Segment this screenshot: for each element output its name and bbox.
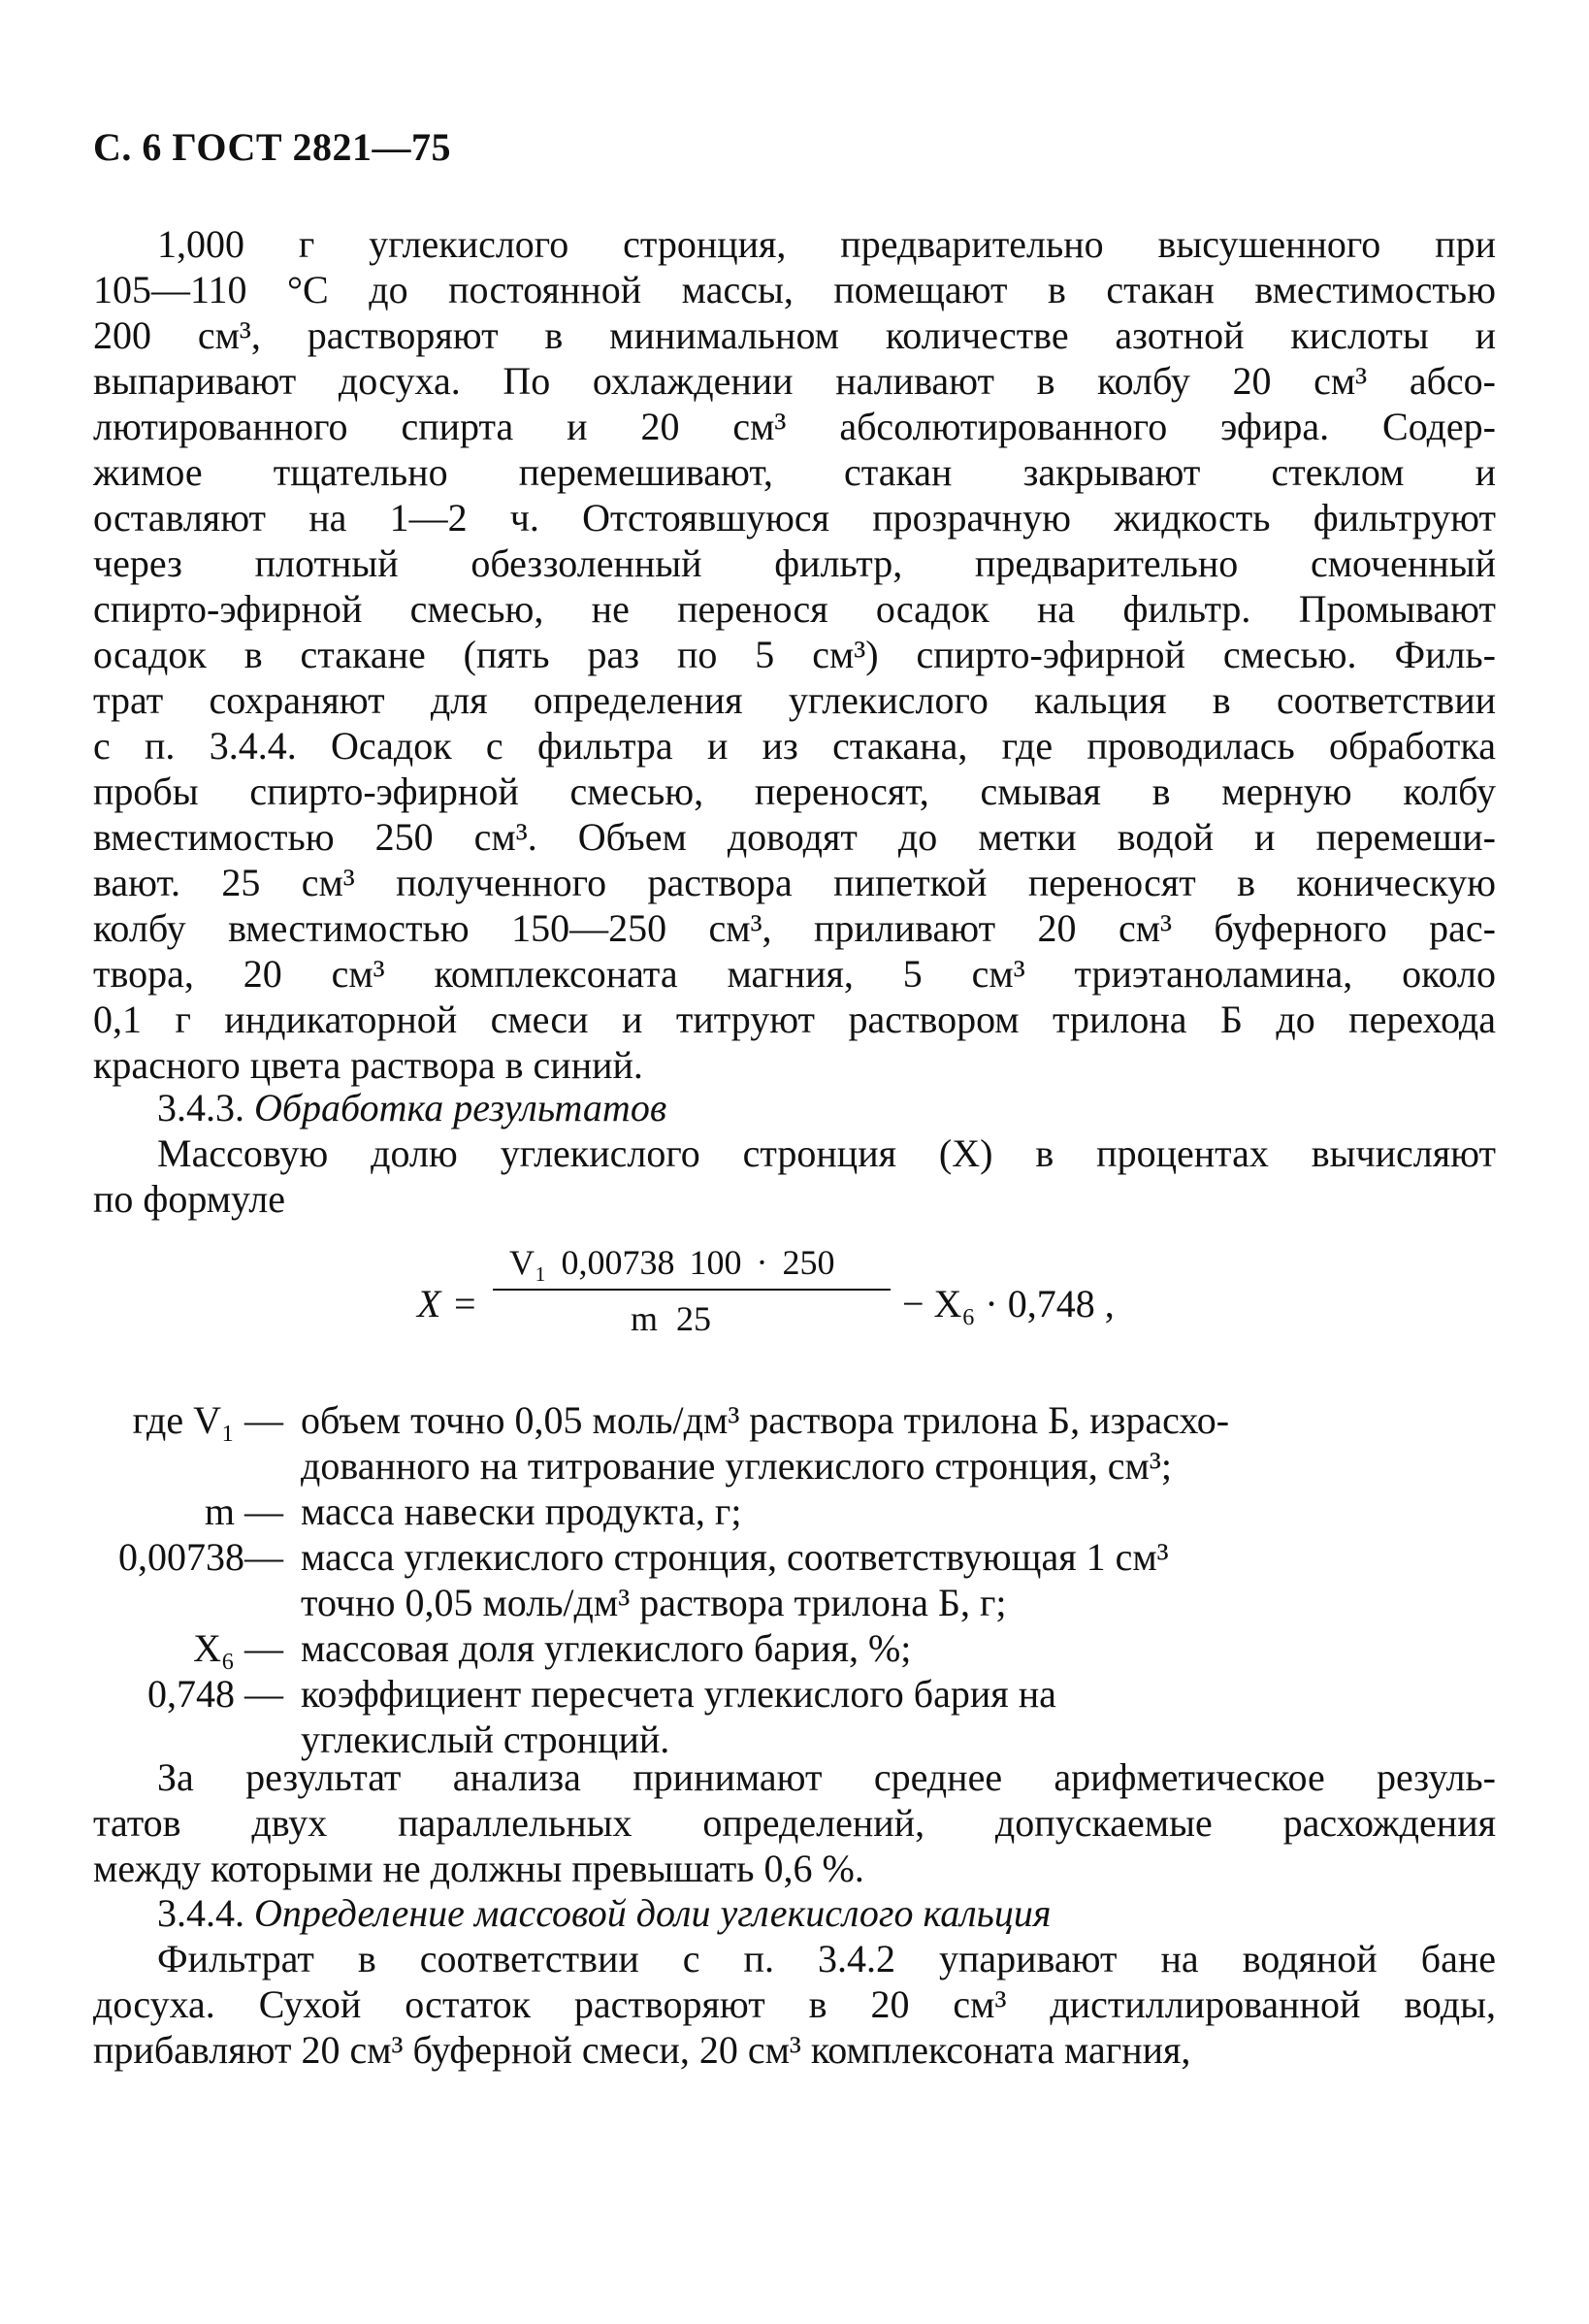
text-line: осадок в стакане (пять раз по 5 см³) спирто-эфирной смесью. Филь-	[93, 633, 1496, 676]
text-line: жимое тщательно перемешивают, стакан закрывают стеклом и	[93, 450, 1496, 494]
definition-symbol: X₆ —	[193, 1626, 283, 1670]
formula-numerator: V₁ 0,00738 100 · 250	[509, 1243, 835, 1282]
text-line: За результат анализа принимают среднее арифметическое резуль-	[157, 1755, 1496, 1799]
text-line: досуха. Сухой остаток растворяют в 20 см³ дистиллированной воды,	[93, 1982, 1496, 2026]
definition-text: углекислый стронций.	[301, 1718, 670, 1761]
text-line: через плотный обеззоленный фильтр, предварительно смоченный	[93, 541, 1496, 585]
definition-text: масса навески продукта, г;	[301, 1489, 742, 1533]
text-line: прибавляют 20 см³ буферной смеси, 20 см³ комплексоната магния,	[93, 2028, 1191, 2072]
text-line: 105—110 °С до постоянной массы, помещают в стакан вместимостью	[93, 268, 1496, 311]
formula-equals: =	[454, 1282, 476, 1326]
text-line: с п. 3.4.4. Осадок с фильтра и из стакана, где проводилась обработка	[93, 724, 1496, 768]
definition-symbol: где V₁ —	[132, 1398, 283, 1442]
text-line: трат сохраняют для определения углекислого кальция в соответствии	[93, 678, 1496, 722]
formula-tail: − X₆ · 0,748 ,	[902, 1282, 1115, 1326]
formula-denominator: m 25	[631, 1299, 712, 1338]
text-line: вают. 25 см³ полученного раствора пипеткой переносят в коническую	[93, 861, 1496, 904]
section-number: 3.4.4.	[157, 1891, 244, 1935]
section-title: Определение массовой доли углекислого кальция	[254, 1891, 1052, 1935]
definition-symbol: 0,748 —	[147, 1672, 283, 1716]
text-line: спирто-эфирной смесью, не перенося осадок на фильтр. Промывают	[93, 587, 1496, 631]
definition-text: коэффициент пересчета углекислого бария на	[301, 1672, 1056, 1716]
definition-symbol: m —	[204, 1489, 283, 1533]
definition-text: дованного на титрование углекислого стронция, см³;	[301, 1444, 1172, 1488]
text-line: лютированного спирта и 20 см³ абсолютированного эфира. Содер-	[93, 405, 1496, 448]
text-line: по формуле	[93, 1177, 285, 1221]
text-line: вместимостью 250 см³. Объем доводят до метки водой и перемеши-	[93, 815, 1496, 859]
text-line: красного цвета раствора в синий.	[93, 1043, 643, 1087]
formula	[417, 1232, 1213, 1358]
page-header: С. 6 ГОСТ 2821—75	[93, 125, 452, 169]
text-line: Массовую долю углекислого стронция (X) в процентах вычисляют	[157, 1131, 1496, 1175]
text-line: между которыми не должны превышать 0,6 %.	[93, 1847, 864, 1890]
section-number: 3.4.3.	[157, 1086, 244, 1129]
definition-text: массовая доля углекислого бария, %;	[301, 1626, 912, 1670]
text-line: татов двух параллельных определений, допускаемые расхождения	[93, 1801, 1496, 1845]
text-line: Фильтрат в соответствии с п. 3.4.2 упаривают на водяной бане	[157, 1937, 1496, 1980]
section-title: Обработка результатов	[254, 1086, 667, 1129]
text-line: оставляют на 1—2 ч. Отстоявшуюся прозрачную жидкость фильтруют	[93, 496, 1496, 540]
text-line: колбу вместимостью 150—250 см³, приливают 20 см³ буферного рас-	[93, 906, 1496, 950]
fraction-bar	[493, 1289, 891, 1291]
formula-lhs: X	[417, 1282, 441, 1326]
definition-text: объем точно 0,05 моль/дм³ раствора трилона Б, израсхо-	[301, 1398, 1230, 1442]
text-line: выпаривают досуха. По охлаждении наливают в колбу 20 см³ абсо-	[93, 359, 1496, 403]
section-3-4-3-heading	[157, 1085, 666, 1130]
text-line: пробы спирто-эфирной смесью, переносят, смывая в мерную колбу	[93, 769, 1496, 813]
text-line: 200 см³, растворяют в минимальном количестве азотной кислоты и	[93, 313, 1496, 357]
text-line: 0,1 г индикаторной смеси и титруют раствором трилона Б до перехода	[93, 998, 1496, 1041]
definition-text: масса углекислого стронция, соответствующая 1 см³	[301, 1535, 1169, 1579]
section-3-4-4-heading	[157, 1890, 1051, 1936]
text-line: твора, 20 см³ комплексоната магния, 5 см³ триэтаноламина, около	[93, 952, 1496, 996]
definition-text: точно 0,05 моль/дм³ раствора трилона Б, г;	[301, 1581, 1007, 1624]
text-line: 1,000 г углекислого стронция, предварительно высушенного при	[157, 222, 1496, 266]
definition-symbol: 0,00738—	[118, 1535, 283, 1579]
